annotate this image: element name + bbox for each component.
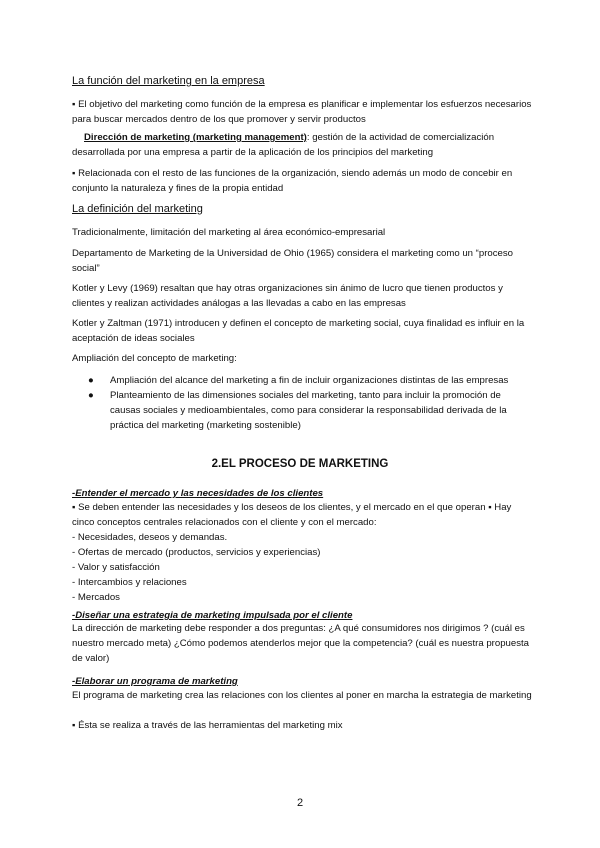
heading-definicion-marketing: La definición del marketing — [72, 203, 203, 215]
concept-list — [72, 530, 532, 605]
section-title-proceso: 2.EL PROCESO DE MARKETING — [211, 458, 389, 470]
paragraph-direccion-marketing — [72, 130, 532, 160]
list-item: - Intercambios y relaciones — [72, 577, 187, 588]
subheading-entender-mercado: -Entender el mercado y las necesidades de los clientes — [72, 488, 324, 499]
paragraph-entender: ▪ Se deben entender las necesidades y los deseos de los clientes, y el mercado en el que operan ▪ Hay cinco conceptos centrales relacionados con el cliente y con el mercado: — [72, 502, 512, 528]
paragraph-relacionada: ▪ Relacionada con el resto de las funciones de la organización, siendo además un modo de concebir en conjunto la naturaleza y fines de la propia entidad — [72, 168, 513, 194]
subheading-elaborar-programa: -Elaborar un programa de marketing — [72, 676, 238, 687]
paragraph-programa: El programa de marketing crea las relaciones con los clientes al poner en marcha la estrategia de marketing — [72, 690, 532, 701]
list-item: - Valor y satisfacción — [72, 562, 160, 573]
paragraph-ampliacion: Ampliación del concepto de marketing: — [72, 353, 237, 364]
heading-funcion-marketing: La función del marketing en la empresa — [72, 75, 265, 87]
bullet-list-ampliacion — [72, 373, 532, 433]
paragraph-disenar: La dirección de marketing debe responder a dos preguntas: ¿A qué consumidores nos dirigimos ? (cuál es nuestro mercado meta) ¿Cómo podemos atenderlos mejor que la competencia? (cuál es nuestra propuesta de valor) — [72, 623, 530, 664]
paragraph-kotler-levy: Kotler y Levy (1969) resaltan que hay otras organizaciones sin ánimo de lucro que tienen productos y clientes y realizan actividades análogas a las llevadas a cabo en las empresas — [72, 283, 503, 309]
bullet-icon: ● — [88, 375, 94, 386]
list-item: ● Ampliación del alcance del marketing a fin de incluir organizaciones distintas de las empresas — [88, 375, 509, 386]
page-number: 2 — [296, 797, 304, 809]
paragraph-objetivo: ▪ El objetivo del marketing como función de la empresa es planificar e implementar los esfuerzos necesarios para buscar mercados dentro de los que promover y servir productos — [72, 99, 532, 125]
paragraph-tradicionalmente: Tradicionalmente, limitación del marketing al área económico-empresarial — [72, 227, 386, 238]
list-item: ● Planteamiento de las dimensiones sociales del marketing, tanto para incluir la promoción de causas sociales y medioambientales, como para considerar la responsabilidad derivada de la práctica del marketing (marketing sostenible) — [88, 390, 507, 431]
paragraph-kotler-zaltman: Kotler y Zaltman (1971) introducen y definen el concepto de marketing social, cuya finalidad es influir en la aceptación de ideas sociales — [72, 318, 525, 344]
subheading-disenar-estrategia: -Diseñar una estrategia de marketing impulsada por el cliente — [72, 610, 353, 621]
term-direccion-marketing: Dirección de marketing (marketing management) — [84, 132, 307, 143]
paragraph-ohio: Departamento de Marketing de la Universidad de Ohio (1965) considera el marketing como un “proceso social” — [72, 248, 514, 274]
paragraph-herramientas: ▪ Ésta se realiza a través de las herramientas del marketing mix — [72, 720, 343, 731]
definition-direccion-marketing: : gestión de la actividad de comercialización desarrollada por una empresa a partir de la aplicación de los principios del marketing — [72, 132, 495, 158]
list-item: - Necesidades, deseos y demandas. — [72, 532, 228, 543]
bullet-icon: ● — [88, 390, 94, 401]
list-item: - Ofertas de mercado (productos, servicios y experiencias) — [72, 547, 321, 558]
list-item: - Mercados — [72, 592, 120, 603]
